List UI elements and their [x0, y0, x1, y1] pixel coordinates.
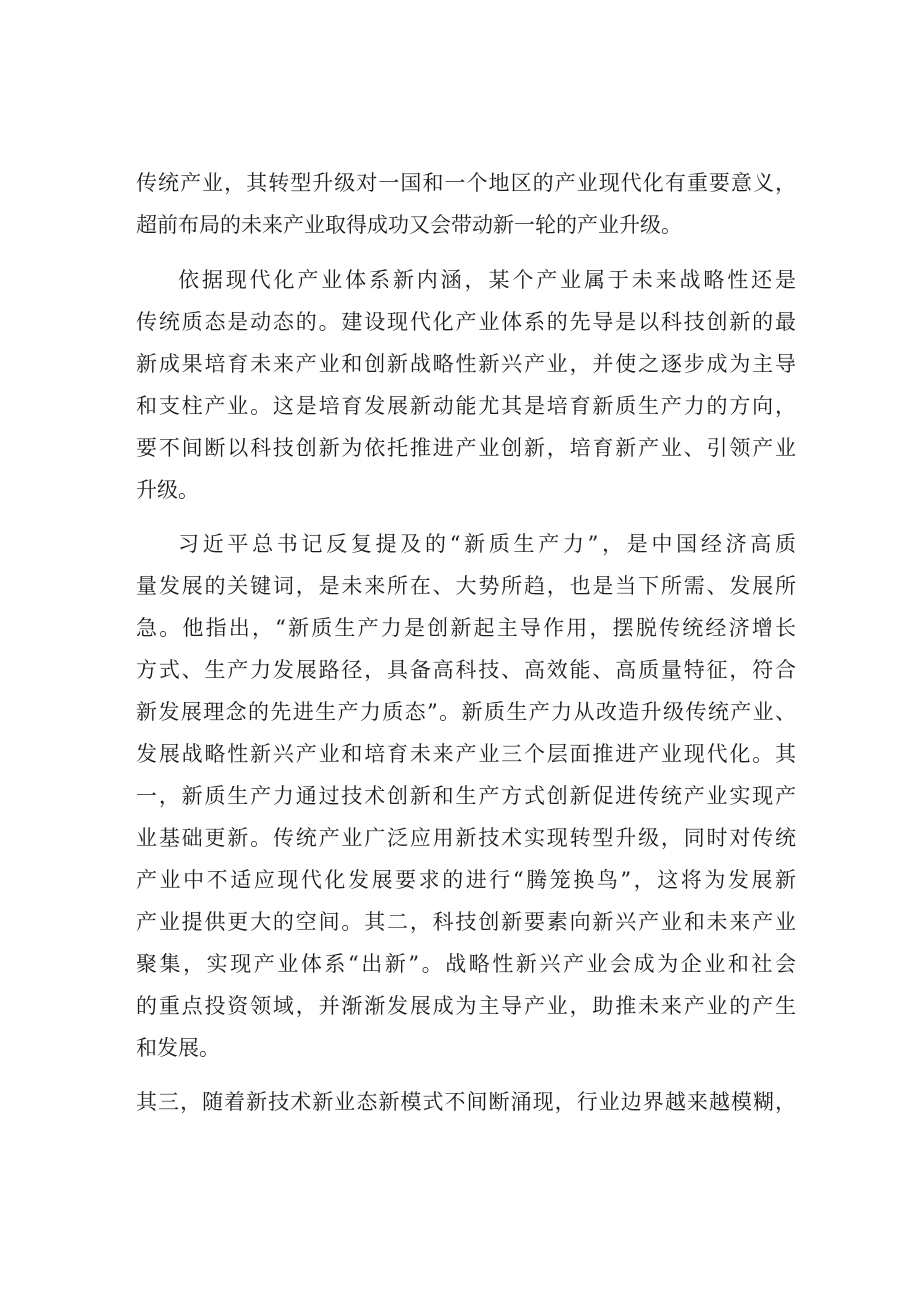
- paragraph-3-line-10: 产业提供更大的空间。其二，科技创新要素向新兴产业和未来产业: [136, 910, 796, 934]
- paragraph-1-line-1: 传统产业，其转型升级对一国和一个地区的产业现代化有重要意义，: [136, 171, 796, 195]
- paragraph-2-line-2: 传统质态是动态的。建设现代化产业体系的先导是以科技创新的最: [136, 310, 796, 334]
- paragraph-3-line-8: 业基础更新。传统产业广泛应用新技术实现转型升级，同时对传统: [136, 826, 796, 850]
- paragraph-3-line-6: 发展战略性新兴产业和培育未来产业三个层面推进产业现代化。其: [136, 742, 796, 766]
- paragraph-2-line-3: 新成果培育未来产业和创新战略性新兴产业，并使之逐步成为主导: [136, 352, 796, 376]
- paragraph-3-line-13: 和发展。: [136, 1036, 220, 1060]
- paragraph-2-line-4: 和支柱产业。这是培育发展新动能尤其是培育新质生产力的方向，: [136, 394, 796, 418]
- paragraph-2-line-1: 依据现代化产业体系新内涵，某个产业属于未来战略性还是: [178, 268, 796, 292]
- paragraph-3-line-3: 急。他指出，“新质生产力是创新起主导作用，摆脱传统经济增长: [136, 616, 796, 640]
- paragraph-2-line-6: 升级。: [136, 478, 199, 502]
- paragraph-3-line-7: 一，新质生产力通过技术创新和生产方式创新促进传统产业实现产: [136, 784, 796, 808]
- paragraph-2-line-5: 要不间断以科技创新为依托推进产业创新，培育新产业、引领产业: [136, 436, 796, 460]
- paragraph-3-line-5: 新发展理念的先进生产力质态”。新质生产力从改造升级传统产业、: [136, 700, 796, 724]
- paragraph-1-line-2: 超前布局的未来产业取得成功又会带动新一轮的产业升级。: [136, 213, 682, 237]
- paragraph-3-line-2: 量发展的关键词，是未来所在、大势所趋，也是当下所需、发展所: [136, 574, 796, 598]
- paragraph-3-line-4: 方式、生产力发展路径，具备高科技、高效能、高质量特征，符合: [136, 658, 796, 682]
- paragraph-3-line-12: 的重点投资领域，并渐渐发展成为主导产业，助推未来产业的产生: [136, 994, 796, 1018]
- paragraph-3-line-11: 聚集，实现产业体系“出新”。战略性新兴产业会成为企业和社会: [136, 952, 796, 976]
- paragraph-3-line-1: 习近平总书记反复提及的“新质生产力”，是中国经济高质: [178, 532, 796, 556]
- paragraph-4-line-1: 其三，随着新技术新业态新模式不间断涌现，行业边界越来越模糊，: [136, 1090, 796, 1114]
- paragraph-3-line-9: 产业中不适应现代化发展要求的进行“腾笼换鸟”，这将为发展新: [136, 868, 796, 892]
